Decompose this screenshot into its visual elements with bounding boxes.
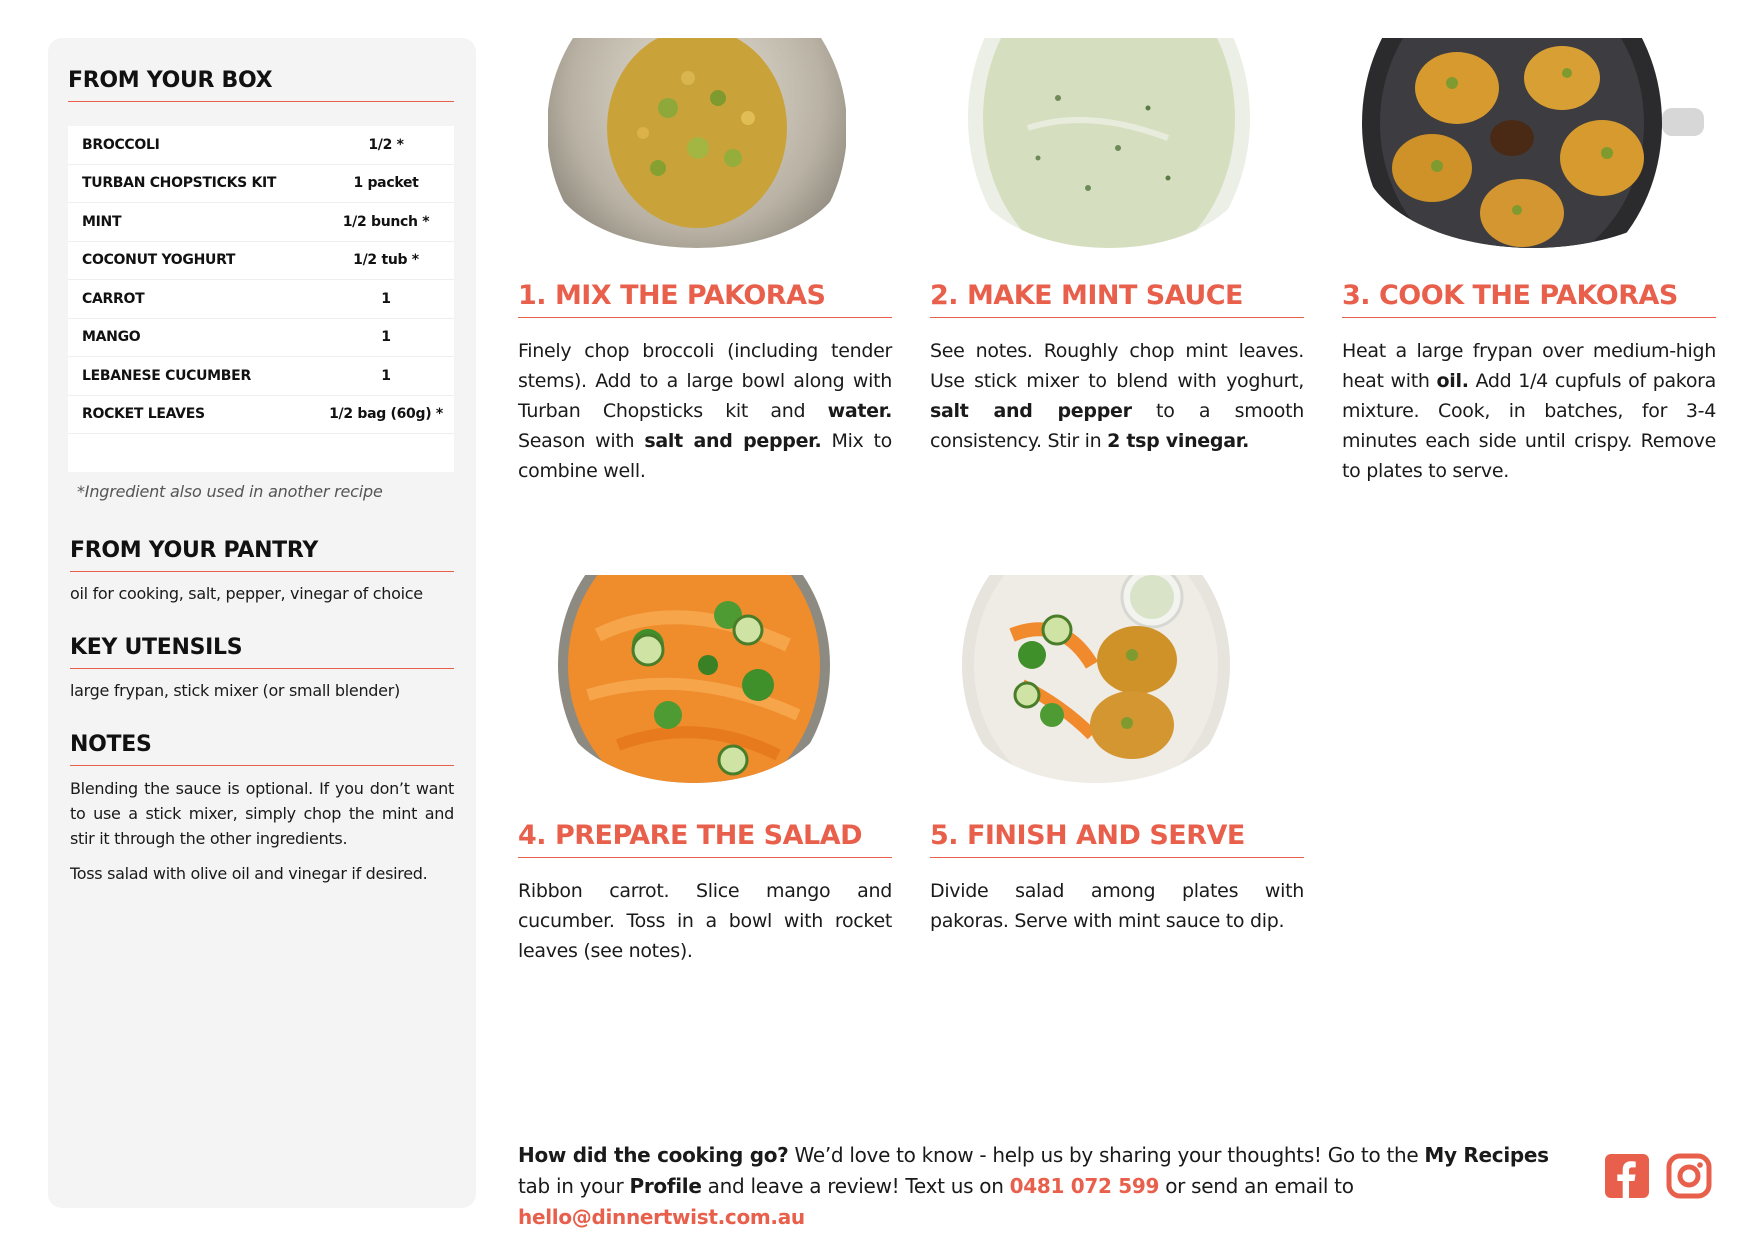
text-run: How did the cooking go?: [518, 1143, 789, 1167]
ingredient-row: [68, 357, 454, 396]
ingredient-row: [68, 396, 454, 435]
text-run: salt and pepper.: [644, 430, 822, 452]
ingredient-row: [68, 242, 454, 281]
ingredient-qty: 1: [381, 290, 391, 307]
step-5-title: 5. FINISH AND SERVE: [930, 820, 1304, 858]
ingredient-qty: 1 packet: [353, 175, 419, 192]
feedback-footer: [518, 1140, 1578, 1233]
utensils-text: large frypan, stick mixer (or small blender): [70, 681, 400, 700]
text-run: water.: [827, 400, 892, 422]
text-run: We’d love to know - help us by sharing your thoughts! Go to the: [788, 1143, 1425, 1167]
from-your-pantry-heading: FROM YOUR PANTRY: [70, 538, 454, 572]
text-run: Season with: [518, 430, 645, 452]
plated-dish-photo: [962, 575, 1230, 783]
text-run: to a smooth consistency. Stir in: [930, 400, 1304, 452]
ingredient-name: COCONUT YOGHURT: [82, 252, 236, 269]
text-run: Divide salad among plates with pakoras. Serve with mint sauce to dip.: [930, 880, 1304, 932]
text-run: My Recipes: [1424, 1143, 1549, 1167]
text-run: and leave a review! Text us on: [701, 1174, 1010, 1198]
ingredient-name: CARROT: [82, 290, 145, 307]
notes-heading: NOTES: [70, 732, 454, 766]
sidebar: [48, 38, 476, 1208]
key-utensils-heading: KEY UTENSILS: [70, 635, 454, 669]
ingredient-qty: 1: [381, 367, 391, 384]
ingredient-qty: 1/2 tub *: [353, 252, 419, 269]
text-run: Profile: [629, 1174, 702, 1198]
text-run: Heat a large frypan over medium-high heat with: [1342, 340, 1716, 392]
text-run: tab in your: [518, 1174, 630, 1198]
step-1-title: 1. MIX THE PAKORAS: [518, 280, 892, 318]
ingredient-name: ROCKET LEAVES: [82, 406, 205, 423]
carrot-salad-photo: [558, 575, 830, 783]
ingredient-row: [68, 203, 454, 242]
step-4-body: [518, 876, 892, 966]
ingredient-row: [68, 126, 454, 165]
note-paragraph: Toss salad with olive oil and vinegar if desired.: [70, 864, 428, 883]
ingredient-footnote: *Ingredient also used in another recipe: [77, 482, 383, 501]
pakora-mixture-photo: [548, 38, 846, 248]
text-run: 2 tsp vinegar.: [1107, 430, 1249, 452]
mint-sauce-photo: [968, 38, 1250, 248]
step-3-body: [1342, 336, 1716, 486]
notes-text: [70, 776, 454, 896]
pantry-text: oil for cooking, salt, pepper, vinegar of choice: [70, 584, 423, 603]
instagram-icon[interactable]: [1666, 1153, 1712, 1199]
ingredient-qty: 1/2 bag (60g) *: [329, 406, 443, 423]
note-paragraph: Blending the sauce is optional. If you don’t want to use a stick mixer, simply chop the mint and stir it through the other ingredients.: [70, 779, 454, 848]
from-your-box-heading: FROM YOUR BOX: [68, 68, 454, 102]
text-run: salt and pepper: [930, 400, 1132, 422]
ingredient-name: TURBAN CHOPSTICKS KIT: [82, 175, 277, 192]
ingredient-name: LEBANESE CUCUMBER: [82, 367, 251, 384]
ingredient-name: BROCCOLI: [82, 136, 160, 153]
ingredient-name: MANGO: [82, 329, 141, 346]
text-run: oil.: [1436, 370, 1469, 392]
text-run: Finely chop broccoli (including tender stems). Add to a large bowl along with Turban Chopsticks kit and: [518, 340, 892, 422]
ingredient-row: [68, 280, 454, 319]
text-run: or send an email to: [1159, 1174, 1354, 1198]
ingredient-row: [68, 165, 454, 204]
ingredient-row: [68, 319, 454, 358]
contact-link[interactable]: 0481 072 599: [1009, 1174, 1160, 1198]
contact-link[interactable]: hello@dinnertwist.com.au: [518, 1205, 805, 1229]
ingredient-name: MINT: [82, 213, 122, 230]
ingredient-qty: 1/2 bunch *: [342, 213, 430, 230]
step-1-body: [518, 336, 892, 486]
frypan-pakoras-photo: [1362, 38, 1704, 248]
text-run: Add 1/4 cupfuls of pakora mixture. Cook, in batches, for 3-4 minutes each side until crispy. Remove to plates to serve.: [1342, 370, 1717, 482]
text-run: Mix to combine well.: [518, 430, 892, 482]
step-2-body: [930, 336, 1304, 456]
text-run: See notes. Roughly chop mint leaves. Use stick mixer to blend with yoghurt,: [930, 340, 1304, 392]
step-2-title: 2. MAKE MINT SAUCE: [930, 280, 1304, 318]
ingredient-qty: 1: [381, 329, 391, 346]
ingredients-table: [68, 126, 454, 472]
step-3-title: 3. COOK THE PAKORAS: [1342, 280, 1716, 318]
ingredient-qty: 1/2 *: [368, 136, 404, 153]
facebook-icon[interactable]: [1604, 1153, 1650, 1199]
text-run: Ribbon carrot. Slice mango and cucumber. Toss in a bowl with rocket leaves (see notes).: [518, 880, 892, 962]
step-5-body: [930, 876, 1304, 936]
step-4-title: 4. PREPARE THE SALAD: [518, 820, 892, 858]
